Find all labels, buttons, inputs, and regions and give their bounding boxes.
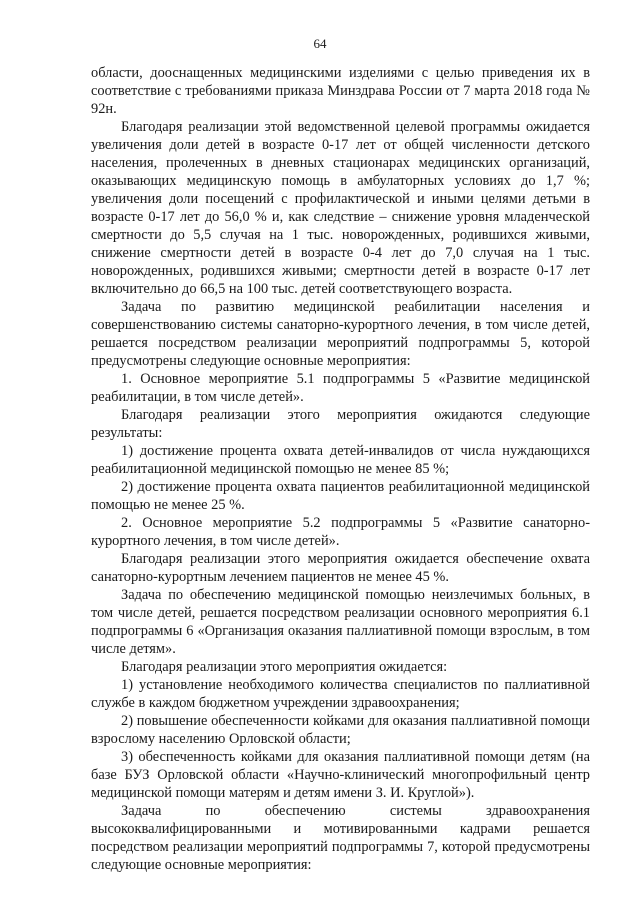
paragraph-12: 1) установление необходимого количества специалистов по паллиативной службе в каждом бюджетном учреждении здравоохранения; (91, 677, 590, 711)
page-number: 64 (313, 36, 327, 51)
paragraph-3: Задача по развитию медицинской реабилитации населения и совершенствованию системы санаторно-курортного лечения, в том числе детей, решается посредством реализации мероприятий подпрограммы 5, которой предусмотрены следующие основные мероприятия: (91, 299, 590, 369)
paragraph-4: 1. Основное мероприятие 5.1 подпрограммы 5 «Развитие медицинской реабилитации, в том числе детей». (91, 371, 590, 405)
paragraph-15: Задача по обеспечению системы здравоохранения высококвалифицированными и мотивированными кадрами решается посредством реализации мероприятий подпрограммы 7, которой предусмотрены следующие основные мероприятия: (91, 803, 590, 873)
paragraph-5: Благодаря реализации этого мероприятия ожидаются следующие результаты: (91, 407, 590, 441)
paragraph-14: 3) обеспеченность койками для оказания паллиативной помощи детям (на базе БУЗ Орловской области «Научно-клинический многопрофильный центр медицинской помощи матерям и детям имени З. И. Круглой»). (91, 749, 590, 801)
paragraph-8: 2. Основное мероприятие 5.2 подпрограммы 5 «Развитие санаторно-курортного лечения, в том числе детей». (91, 515, 590, 549)
body-text (91, 64, 590, 874)
paragraph-10: Задача по обеспечению медицинской помощью неизлечимых больных, в том числе детей, решается посредством реализации основного мероприятия 6.1 подпрограммы 6 «Организация оказания паллиативной помощи взрослым, в том числе детям». (91, 587, 590, 657)
paragraph-13: 2) повышение обеспеченности койками для оказания паллиативной помощи взрослому населению Орловской области; (91, 713, 590, 747)
paragraph-11: Благодаря реализации этого мероприятия ожидается: (121, 659, 448, 675)
paragraph-2: Благодаря реализации этой ведомственной целевой программы ожидается увеличения доли детей в возрасте 0-17 лет от общей численности детского населения, пролеченных в дневных стационарах медицинских организаций, оказывающих медицинскую помощь в амбулаторных условиях до 1,7 %; увеличения доли посещений с профилактической и иными целями детьми в возрасте 0-17 лет до 56,0 % и, как следствие – снижение уровня младенческой смертности до 5,5 случая на 1 тыс. новорожденных, родившихся живыми, снижение смертности детей в возрасте 0-4 лет до 7,0 случая на 1 тыс. новорожденных, родившихся живыми; смертности детей в возрасте 0-17 лет включительно до 66,5 на 100 тыс. детей соответствующего возраста. (91, 119, 590, 297)
paragraph-6: 1) достижение процента охвата детей-инвалидов от числа нуждающихся реабилитационной медицинской помощью не менее 85 %; (91, 443, 590, 477)
paragraph-7: 2) достижение процента охвата пациентов реабилитационной медицинской помощью не менее 25 %. (91, 479, 590, 513)
paragraph-9: Благодаря реализации этого мероприятия ожидается обеспечение охвата санаторно-курортным лечением пациентов не менее 45 %. (91, 551, 590, 585)
paragraph-1: области, дооснащенных медицинскими изделиями с целью приведения их в соответствие с требованиями приказа Минздрава России от 7 марта 2018 года № 92н. (91, 65, 590, 117)
